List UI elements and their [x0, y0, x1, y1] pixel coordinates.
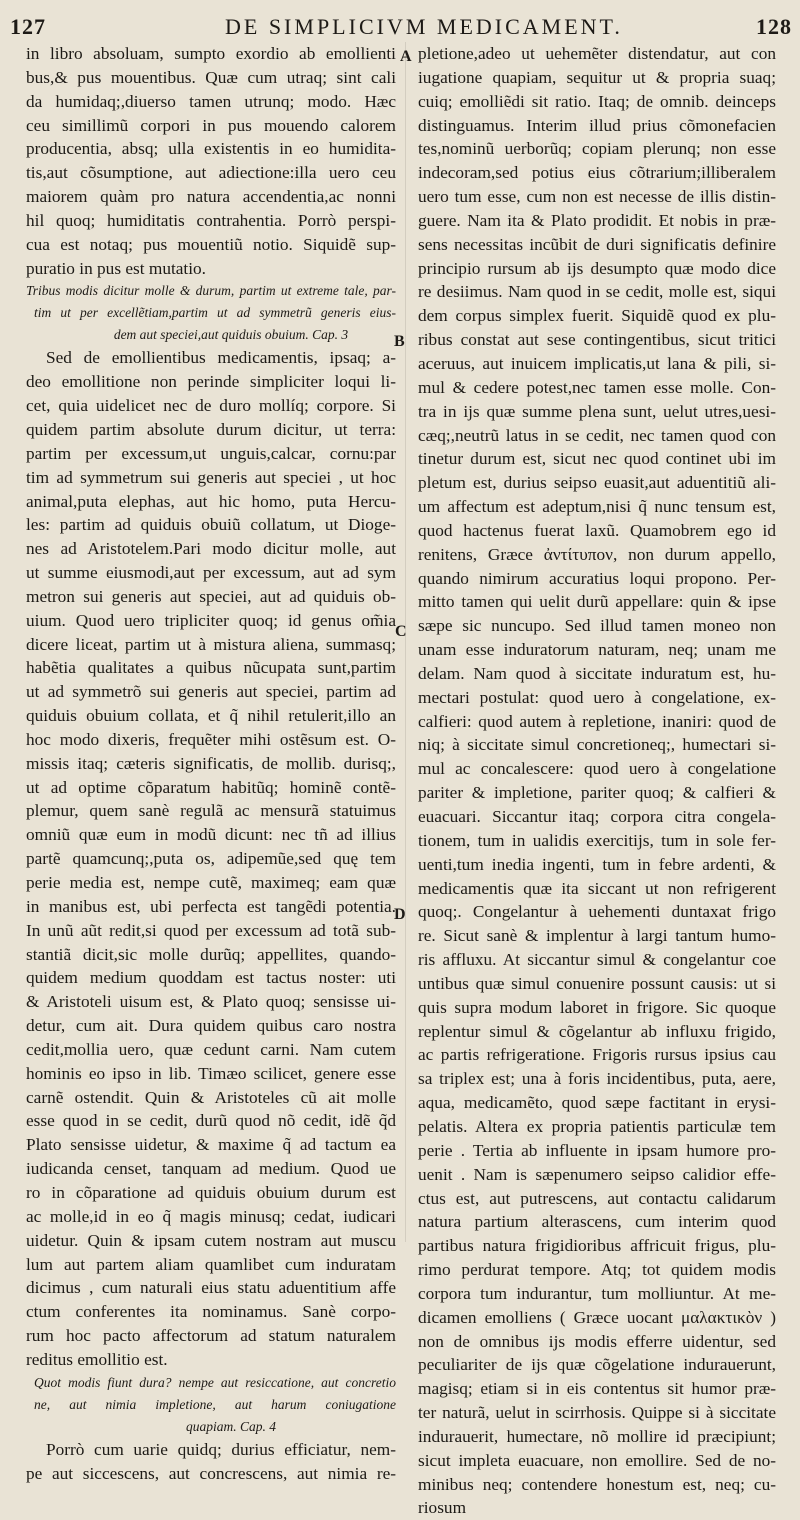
text-line: pletione,adeo ut uehemẽter distendatur, aut con: [418, 44, 776, 63]
text-line: uenit . Nam is sæpenumero seipso calidior effe-: [418, 1164, 776, 1184]
text-line: sæpe sic nuncupo. Sed illud tamen moneo non: [418, 616, 776, 636]
text-line: quidem partim absolute durum dicitur, ut terra:: [26, 419, 396, 439]
text-line: ut ad optime cõparatum habitũq; hominẽ contẽ-: [26, 777, 396, 797]
text-line: uidetur. Quin & ipsam cutem nostram aut muscu: [26, 1230, 396, 1250]
text-line: Quot modis fiunt dura? nempe aut resiccatione, aut concretio: [34, 1374, 396, 1390]
text-line: lum aut partem aliam quamlibet cum induratam: [26, 1254, 396, 1274]
text-line: ctus est, aut putrescens, aut contactu calidarum: [418, 1188, 776, 1208]
text-line: uenti,tum inedia ingenti, tum in febre ardenti, &: [418, 854, 776, 874]
text-line: reditus emollitio est.: [26, 1349, 168, 1369]
text-line: omniũ quæ eum in modũ dicunt: nec tñ ad illius: [26, 825, 396, 845]
text-line: hil quoq; humiditatis contrahentia. Porrò perspi-: [26, 210, 396, 230]
text-line: euacuari. Siccantur itaq; corpora citra congela-: [418, 807, 776, 826]
text-line: um affectum est adeptum,nisi q̃ nunc tensum est,: [418, 497, 776, 517]
text-line: quod hactenus fuerat laxũ. Quamobrem ego id: [418, 520, 776, 540]
margin-letter-b: B: [394, 333, 405, 350]
text-line: & Aristoteli uisum est, & Plato quoq; sensisse ui-: [26, 992, 396, 1012]
text-line: ac partis refrigeratione. Frigoris rursus ipsius cau: [418, 1045, 776, 1065]
text-line: natura partium alterascens, cum interim quod: [418, 1212, 776, 1232]
text-line: In unũ aũt redit,si quod per excessum ad totã sub-: [26, 920, 396, 940]
text-line: untibus quæ simul conuenire possunt causis: ut si: [418, 973, 776, 993]
text-line: pletum est, durius seipso euasit,aut aduentitiũ ali-: [418, 473, 776, 493]
margin-letter-d: D: [394, 906, 406, 923]
text-line: cet, quia uidelicet nec de duro mollíq; corpore. Si: [26, 396, 396, 416]
text-line: minibus neq; contendere honestum est, neq; cu-: [418, 1474, 776, 1494]
text-line: ris affluxu. At siccantur simul & congelantur coe: [418, 950, 776, 970]
text-line: plemur, quem sanè regulã ac mensurã statuimus: [26, 801, 396, 821]
text-line: iudicanda censet, tanquam ad medium. Quod ue: [26, 1159, 396, 1179]
text-line: cua est notaq; pus mouentiũ notio. Siquidẽ sup-: [26, 234, 396, 254]
text-line: riosum: [418, 1498, 467, 1518]
text-line: hoc modo dixeris, frequẽter mihi ostẽsum est. O-: [26, 729, 396, 749]
text-line: mul & cedere potest,nec tamen esse molle. Con-: [418, 377, 776, 397]
right-text-column: [418, 42, 776, 1520]
text-line: Porrò cum uarie quidq; durius efficiatur, nem-: [46, 1439, 396, 1459]
text-line: pariter & impletione, pariter quoq; & calfieri &: [418, 783, 776, 803]
text-line: mitto tamen qui uelit durũ appellare: quin & ipse: [418, 592, 776, 612]
text-line: perie media est, nempe cutẽ, maximeq; eam quæ: [26, 873, 396, 892]
text-line: partim per excessum,ut unguis,calcar, cornu:par: [26, 443, 396, 463]
text-line: aceruus, aut inuicem implicatis,ut lana & pili, si-: [418, 353, 776, 373]
text-line: ut summe eiusmodi,aut per excessum, aut ad sym: [26, 563, 396, 583]
text-line: ac molle,id in eo q̃ magis minusq; cedat, iudicari: [26, 1206, 396, 1226]
text-line: ceu simillimũ corpori in pus mouendo calorem: [26, 115, 396, 135]
text-line: da humidaq;,diuerso tamen utrunq; modo. Hæc: [26, 91, 396, 111]
text-line: peculiariter de ijs quæ cõgelatione indurauerunt,: [418, 1355, 776, 1375]
text-line: sa triplex est; una à foris incidentibus, puta, aere,: [418, 1069, 776, 1089]
text-line: renitens, Græce ἀντίτυπον, non durum appello,: [418, 544, 776, 564]
text-line: principio rursum ab ijs desumpto quæ modo dice: [418, 258, 776, 278]
text-line: pelatis. Altera ex propria patientis particulæ tem: [418, 1116, 776, 1136]
text-line: medicamentis quæ ita siccant ut non refrigerent: [418, 878, 776, 898]
text-line: uero tum esse, cum non est necesse de illis distin-: [418, 187, 776, 207]
text-line: corpora tum indurantur, tum molliuntur. At me-: [418, 1283, 776, 1303]
page-header: [0, 4, 800, 42]
text-line: sicut impleta euacuare, non emollire. Sed de no-: [418, 1450, 776, 1470]
text-line: quiduis obuium collata, et q̃ nihil retulerit,illo an: [26, 706, 396, 726]
text-line: re. Sicut sanè & implentur à largi tantum humo-: [418, 926, 776, 946]
text-line: producentia, absq; ulla existentis in eo humidita-: [26, 139, 396, 159]
text-line: delam. Nam quod à siccitate induratum est, hu-: [418, 663, 776, 683]
text-line: ne, aut nimia impletione, aut harum coniugatione: [34, 1396, 396, 1412]
text-line: deo emollitione non perinde simpliciter loqui li-: [26, 372, 396, 392]
text-line: les: partim ad quiduis obuiũ collatum, ut Dioge-: [26, 515, 396, 535]
text-line: quidem medium quoddam est tactus noster: uti: [26, 968, 396, 988]
text-line: tes,nominũ uerborũq; copiam plerunq; non esse: [418, 139, 776, 159]
text-line: dem corpus simplex fuerit. Siquidẽ quod ex plu-: [418, 306, 776, 326]
text-line: unam esse induratorum naturam, neq; unam me: [418, 640, 776, 660]
text-line: ribus constat aut sese contingentibus, sicut tritici: [418, 330, 776, 350]
margin-letter-a: A: [400, 48, 412, 65]
text-line: mectari postulat: quod uero à congelatione, ex-: [418, 687, 776, 707]
text-line: magisq; etiam si in eis contentus sit humor præ-: [418, 1379, 776, 1399]
text-line: quando nimirum accuratius loqui propono. Per-: [418, 568, 776, 588]
text-line: calfieri: quod autem à repletione, inaniri: quod de: [418, 711, 776, 731]
text-line: quis supra modum laboret in frigore. Sic quoque: [418, 997, 776, 1017]
page-number-left: 127: [10, 14, 46, 39]
text-line: uium. Quod uero tripliciter quoq; id genus om̃ia: [26, 610, 396, 630]
text-line: Tribus modis dicitur molle & durum, partim ut extreme tale, par-: [26, 283, 396, 299]
text-line: distinguamus. Interim illud prius cõmonefacien: [418, 115, 776, 135]
text-line: Plato sensisse uidetur, & maxime q̃ ad tactum ea: [26, 1135, 396, 1155]
text-line: tionem, tum in ualidis exercitijs, tum in sole fer-: [418, 830, 776, 850]
text-line: dicimus , cum naturali eius statu aduentitium affe: [26, 1278, 396, 1298]
text-line: perie . Tertia ab influente in ipsam humore pro-: [418, 1140, 776, 1160]
text-line: carnẽ ostendit. Quin & Aristoteles cũ ait molle: [26, 1087, 396, 1107]
text-line: cuiq; emolliẽdi sit ratio. Itaq; de omnib. deinceps: [418, 91, 776, 111]
text-line: tra in ijs quæ summe plena sunt, uelut utres,uesi-: [418, 401, 776, 421]
text-line: re desiimus. Nam quod in se cedit, molle est, siqui: [418, 282, 776, 302]
text-line: pe aut siccescens, aut concrescens, aut nimia re-: [26, 1463, 396, 1483]
text-line: maiorem quàm pro natura accendentia,ac nonni: [26, 187, 396, 207]
text-line: metron sui generis aut speciei, aut ad quiduis ob-: [26, 586, 396, 606]
text-line: replentur simul & cõgelantur ab influxu frigido,: [418, 1021, 776, 1041]
text-line: sens necessitas incũbit de duri significatis definire: [418, 234, 776, 254]
text-line: mul ac concalescere: quod uero à congelatione: [418, 759, 776, 779]
text-line: partibus natura frigidioribus affricuit frigus, plu-: [418, 1236, 776, 1256]
text-line: puratio in pus est mutatio.: [26, 258, 206, 278]
text-line: dicere liceat, partim ut à mistura aliena, summasq;: [26, 634, 396, 654]
text-line: ro in cõparatione ad quiduis obuium durum est: [26, 1182, 396, 1202]
text-line: habẽtia qualitates a quibus nũcupata sunt,partim: [26, 658, 396, 678]
text-line: tis,aut cõsumptione, aut adiectione:illa uero ceu: [26, 163, 396, 183]
page-number-right: 128: [756, 14, 792, 39]
text-line: partẽ quamcunq;,puta os, adipemũe,sed quę tem: [26, 849, 396, 869]
text-line: in manibus est, ubi perfecta est tangẽdi potentia.: [26, 896, 396, 916]
text-line: ter naturã, uelut in scirrhosis. Quippe si à siccitate: [418, 1403, 776, 1423]
text-line: dicamen emolliens ( Græce uocant μαλακτικὸν ): [418, 1307, 776, 1327]
column-gutter: [405, 42, 406, 1242]
text-line: stantiã dicit,sic molle durũq; appellites, quando-: [26, 944, 396, 964]
text-line: esse quod in se cedit, durũ quod nõ cedit, idẽ q̃d: [26, 1111, 396, 1131]
text-line: tim ad symmetrum sui generis aut speciei , ut hoc: [26, 467, 396, 487]
text-line: in libro absoluam, sumpto exordio ab emollienti: [26, 44, 396, 63]
text-line: tinetur durum est, sicut nec quod continet ubi im: [418, 449, 776, 469]
text-line: iugatione quapiam, sequitur ut & propria suaq;: [418, 67, 776, 87]
text-line: ut ad symmetrõ sui generis aut speciei, partim ad: [26, 682, 396, 702]
text-line: bus,& pus mouentibus. Quæ cum utraq; sint cali: [26, 67, 396, 87]
running-title: DE SIMPLICIVM MEDICAMENT.: [225, 14, 623, 39]
text-line: non de omnibus ijs modis efferre uidentur, sed: [418, 1331, 776, 1351]
text-line: detur, cum ait. Dura quidem quibus caro nostra: [26, 1016, 396, 1036]
text-line: cæq;,neutrũ latus in se cedit, nec tamen quod con: [418, 425, 776, 445]
text-line: rimo perdurat tempore. Atq; tot quidem modis: [418, 1260, 776, 1280]
text-line: quoq;. Congelantur à uehementi duntaxat frigo: [418, 902, 776, 922]
text-line: ctum conferentes ita nominamus. Sanè corpo-: [26, 1302, 396, 1322]
text-line: guere. Nam ita & Plato prodidit. Et nobis in præ-: [418, 210, 776, 230]
text-line: nes ad Aristotelem.Pari modo dicitur molle, aut: [26, 539, 396, 559]
text-line: aqua, medicamẽto, quod sæpe factitant in erysi-: [418, 1093, 776, 1113]
text-line: niq; à siccitate simul concretioneq;, humectari si-: [418, 735, 776, 755]
text-line: tim ut per excellẽtiam,partim ut ad symmetrũ generis eius-: [34, 305, 396, 321]
text-line: missis itaq; cæteris significatis, de mollib. durisq;,: [26, 753, 396, 773]
margin-letter-c: C: [395, 623, 407, 640]
text-line: quapiam. Cap. 4: [185, 1418, 276, 1434]
text-line: rum hoc pacto affectorum ad statum naturalem: [26, 1326, 396, 1346]
text-line: indurauerit, humectare, nõ mollire id præcipiunt;: [418, 1426, 776, 1446]
text-line: indecoram,sed potius eius cõtrarium;illiberalem: [418, 163, 776, 183]
text-line: hominis eo ipso in lib. Timæo scilicet, genere esse: [26, 1063, 396, 1083]
left-text-column: [26, 42, 396, 1485]
text-line: dem aut speciei,aut quiduis obuium. Cap. 3: [113, 327, 349, 343]
text-line: cedit,mollia uero, quæ cedunt carni. Nam cutem: [26, 1039, 396, 1059]
text-line: animal,puta elephas, aut hic homo, puta Hercu-: [26, 491, 396, 511]
text-line: Sed de emollientibus medicamentis, ipsaq; a-: [46, 348, 396, 368]
